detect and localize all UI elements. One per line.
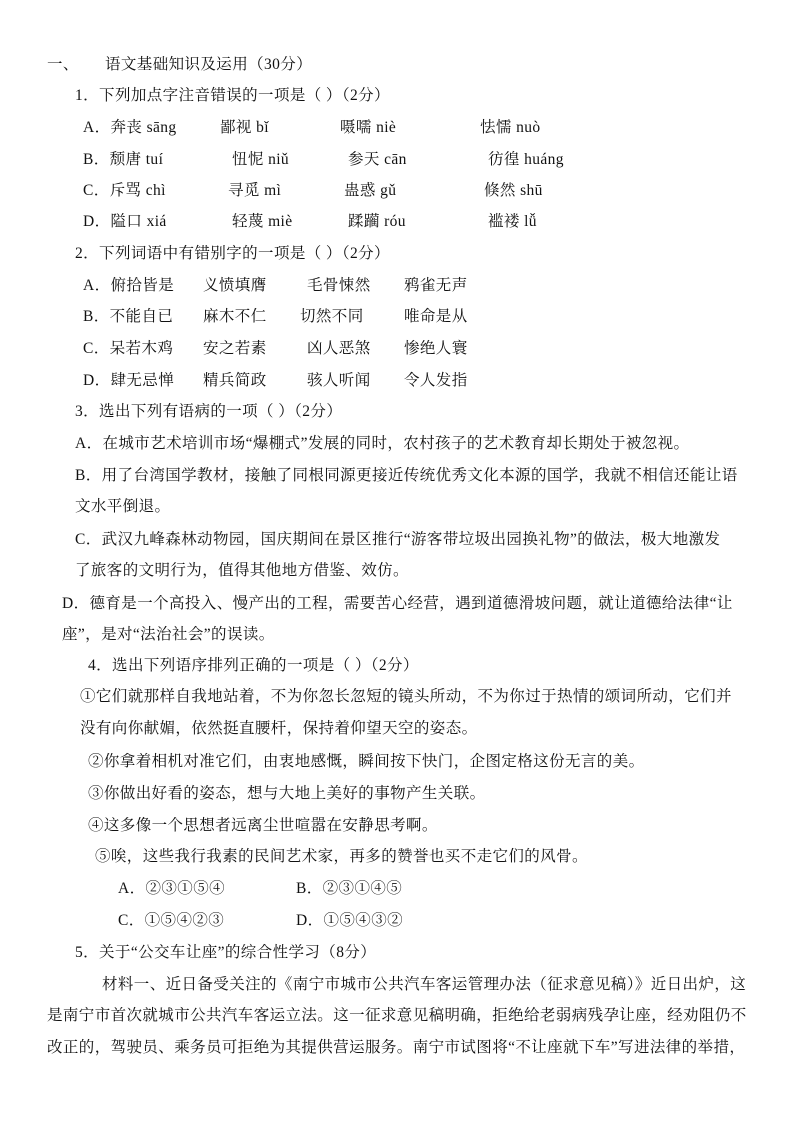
q1-option-b-item: B．颓唐 tuí — [83, 151, 164, 168]
q3-option-c-continued: 了旅客的文明行为，值得其他地方借鉴、效仿。 — [75, 562, 409, 579]
q2-option-a-item: 毛骨悚然 — [307, 277, 371, 294]
q4-choice-a: A．②③①⑤④ — [118, 880, 225, 897]
q2-option-c-item: 安之若素 — [203, 340, 267, 357]
q2-option-d-item: 精兵简政 — [203, 372, 267, 389]
q2-option-d-item: 令人发指 — [404, 372, 468, 389]
q2-option-d-item: 骇人听闻 — [307, 372, 371, 389]
q2-option-a-item: 义愤填膺 — [203, 277, 267, 294]
q4-choice-b: B．②③①④⑤ — [296, 880, 403, 897]
q1-option-a-item: 怯懦 nuò — [480, 119, 541, 136]
q4-sentence-1-continued: 没有向你献媚，依然挺直腰杆，保持着仰望天空的姿态。 — [80, 720, 478, 737]
q1-option-c-item: 倏然 shū — [484, 182, 543, 199]
q1-option-b-item: 参天 cān — [348, 151, 407, 168]
q1-option-b-item: 彷徨 huáng — [488, 151, 564, 168]
q4-choice-d: D．①⑤④③② — [296, 912, 403, 929]
q4-stem: 4．选出下列语序排列正确的一项是（ ）（2分） — [88, 657, 419, 674]
q1-stem: 1．下列加点字注音错误的一项是（ ）（2分） — [75, 87, 390, 104]
q5-material-line: 改正的，驾驶员、乘务员可拒绝为其提供营运服务。南宁市试图将“不让座就下车”写进法律的举措， — [47, 1039, 746, 1056]
q4-sentence-4: ④这多像一个思想者远离尘世喧嚣在安静思考啊。 — [88, 817, 438, 834]
q5-stem: 5．关于“公交车让座”的综合性学习（8分） — [75, 944, 377, 961]
q2-option-c-item: C．呆若木鸡 — [83, 340, 174, 357]
q2-option-a-item: A．俯拾皆是 — [83, 277, 175, 294]
q3-option-b-continued: 文水平倒退。 — [75, 498, 171, 515]
q4-sentence-1: ①它们就那样自我地站着，不为你忽长忽短的镜头所动，不为你过于热情的颂词所动，它们并 — [80, 688, 732, 705]
q1-option-c-item: 蛊惑 gǔ — [344, 182, 397, 199]
q5-material-line: 材料一、近日备受关注的《南宁市城市公共汽车客运管理办法（征求意见稿）》近日出炉，这 — [102, 976, 747, 993]
q1-option-a-item: 嗫嚅 niè — [340, 119, 397, 136]
q1-option-b-item: 忸怩 niǔ — [232, 151, 290, 168]
q2-option-d-item: D．肆无忌惮 — [83, 372, 175, 389]
q3-option-b: B．用了台湾国学教材，接触了同根同源更接近传统优秀文化本源的国学，我就不相信还能让语 — [75, 467, 738, 484]
q4-sentence-5: ⑤唉，这些我行我素的民间艺术家，再多的赞誉也买不走它们的风骨。 — [95, 848, 588, 865]
section-number: 一、 — [47, 56, 79, 73]
q4-choice-c: C．①⑤④②③ — [118, 912, 225, 929]
q1-option-d-item: 褴褛 lǚ — [488, 213, 537, 230]
q2-option-b-item: 切然不同 — [300, 308, 364, 325]
q4-sentence-3: ③你做出好看的姿态，想与大地上美好的事物产生关联。 — [88, 785, 486, 802]
q2-stem: 2．下列词语中有错别字的一项是（ ）（2分） — [75, 245, 390, 262]
q4-sentence-2: ②你拿着相机对准它们，由衷地感慨，瞬间按下快门，企图定格这份无言的美。 — [88, 753, 645, 770]
q3-option-a: A．在城市艺术培训市场“爆棚式”发展的同时，农村孩子的艺术教育却长期处于被忽视。 — [75, 435, 690, 452]
q1-option-d-item: D．隘口 xiá — [83, 213, 167, 230]
q2-option-b-item: B．不能自已 — [83, 308, 174, 325]
q1-option-d-item: 蹂躏 róu — [348, 213, 406, 230]
section-title: 语文基础知识及运用（30分） — [105, 56, 313, 73]
q3-stem: 3．选出下列有语病的一项（ ）（2分） — [75, 403, 343, 420]
q2-option-a-item: 鸦雀无声 — [404, 277, 468, 294]
q1-option-a-item: A．奔丧 sāng — [83, 119, 177, 136]
q3-option-d: D．德育是一个高投入、慢产出的工程，需要苦心经营，遇到道德滑坡问题，就让道德给法律“让 — [62, 595, 733, 612]
q1-option-a-item: 鄙视 bǐ — [220, 119, 269, 136]
q2-option-c-item: 惨绝人寰 — [404, 340, 468, 357]
q1-option-d-item: 轻蔑 miè — [232, 213, 293, 230]
q1-option-c-item: 寻觅 mì — [228, 182, 282, 199]
q3-option-d-continued: 座”，是对“法治社会”的误读。 — [62, 626, 275, 643]
q2-option-c-item: 凶人恶煞 — [307, 340, 371, 357]
q2-option-b-item: 麻木不仁 — [203, 308, 267, 325]
q2-option-b-item: 唯命是从 — [404, 308, 468, 325]
q3-option-c: C．武汉九峰森林动物园，国庆期间在景区推行“游客带垃圾出园换礼物”的做法，极大地激发 — [75, 531, 721, 548]
q5-material-line: 是南宁市首次就城市公共汽车客运立法。这一征求意见稿明确，拒绝给老弱病残孕让座，经劝阻仍不 — [47, 1007, 747, 1024]
q1-option-c-item: C．斥骂 chì — [83, 182, 166, 199]
